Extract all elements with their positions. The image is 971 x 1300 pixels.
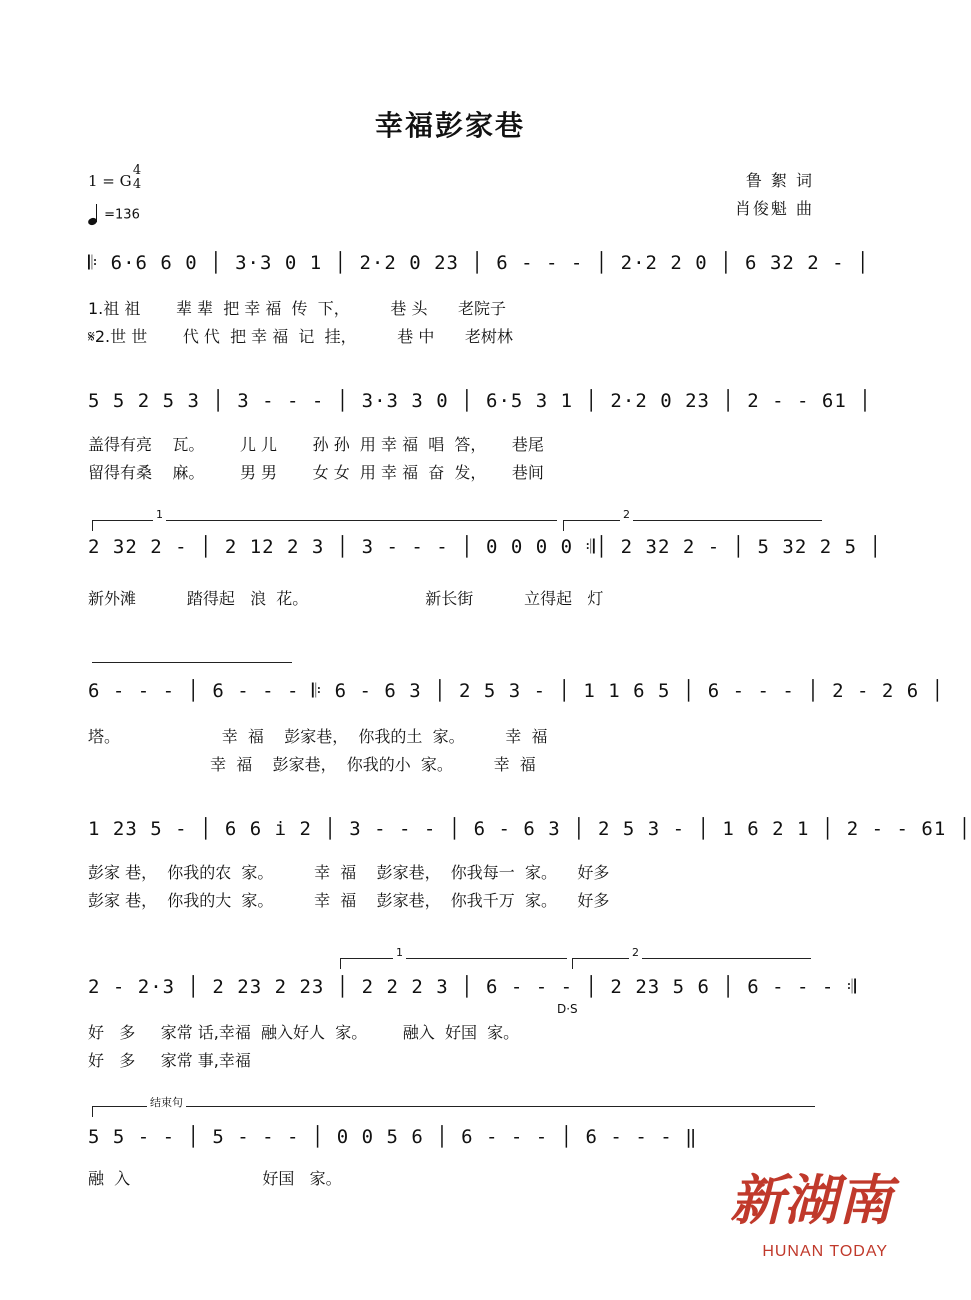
lyric-verse-2: 幸 福 彭家巷， 你我的小 家。 幸 福 — [88, 755, 536, 774]
composer-credit: 肖俊魁 曲 — [734, 199, 814, 218]
notation-line: 5 5 - - │ 5 - - - │ 0 0 5 6 │ 6 - - - │ 6 - - - ‖ — [88, 1126, 698, 1148]
notation-line: 5 5 2 5 3 │ 3 - - - │ 3·3 3 0 │ 6·5 3 1 │ 2·2 0 23 │ 2 - - 61 │ — [88, 390, 872, 412]
song-title: 幸福彭家巷 — [374, 109, 525, 142]
time-sig-top: 4 — [132, 163, 142, 178]
volta-2-label: 2 — [620, 508, 633, 521]
lyric-verse-1: 新外滩 踏得起 浪 花。 新长街 立得起 灯 — [88, 589, 604, 608]
logo-wordmark: 新湖南 — [730, 1168, 892, 1232]
lyric-verse-1: 融 入 好国 家。 — [88, 1169, 342, 1188]
quarter-note-icon — [88, 205, 100, 225]
notation-line: 6 - - - │ 6 - - - 𝄆 6 - 6 3 │ 2 5 3 - │ 1 1 6 5 │ 6 - - - │ 2 - 2 6 │ — [88, 680, 945, 702]
notation-line: 2 - 2·3 │ 2 23 2 23 │ 2 2 2 3 │ 6 - - - │ 2 23 5 6 │ 6 - - - 𝄇 — [88, 976, 858, 998]
notation-line: 𝄆 6·6 6 0 │ 3·3 0 1 │ 2·2 0 23 │ 6 - - - │ 2·2 2 0 │ 6 32 2 - │ — [88, 252, 870, 274]
hunan-today-logo — [730, 1157, 892, 1237]
second-ending-bracket — [563, 508, 822, 531]
lyricist-credit: 鲁 絮 词 — [745, 171, 814, 190]
lyric-verse-2: 彭家 巷， 你我的大 家。 幸 福 彭家巷， 你我千万 家。 好多 — [88, 891, 610, 910]
tempo-marking — [88, 205, 140, 225]
logo-subtitle: HUNAN TODAY — [762, 1243, 888, 1260]
key-signature: 1 = G — [88, 172, 132, 190]
lyric-verse-1: 盖得有亮 瓦。 儿 儿 孙 孙 用 幸 福 唱 答， 巷尾 — [88, 435, 544, 454]
second-ending-bracket — [572, 946, 811, 969]
time-signature — [130, 164, 144, 192]
lyric-verse-2: 好 多 家常 事,幸福 — [88, 1051, 251, 1070]
first-ending-bracket — [340, 946, 567, 969]
lyric-verse-1: 彭家 巷， 你我的农 家。 幸 福 彭家巷， 你我每一 家。 好多 — [88, 863, 610, 882]
lyric-verse-1: 好 多 家常 话,幸福 融入好人 家。 融入 好国 家。 — [88, 1023, 520, 1042]
lyric-verse-2: 留得有桑 麻。 男 男 女 女 用 幸 福 奋 发， 巷间 — [88, 463, 544, 482]
notation-line: 2 32 2 - │ 2 12 2 3 │ 3 - - - │ 0 0 0 0 𝄇│ 2 32 2 - │ 5 32 2 5 │ — [88, 536, 882, 558]
ending-label: 结束句 — [147, 1094, 186, 1110]
volta-1-label: 1 — [393, 946, 406, 959]
time-sig-bottom: 4 — [132, 177, 142, 192]
notation-line: 1 23 5 - │ 6 6 i 2 │ 3 - - - │ 6 - 6 3 │ 2 5 3 - │ 1 6 2 1 │ 2 - - 61 │ — [88, 818, 971, 840]
volta-1-label: 1 — [153, 508, 166, 521]
tempo-value: =136 — [104, 207, 140, 223]
volta-2-label: 2 — [629, 946, 642, 959]
tie-bracket — [92, 662, 292, 673]
coda-bracket — [92, 1096, 815, 1117]
lyric-verse-1: 1.祖 祖 辈 辈 把 幸 福 传 下， 巷 头 老院子 — [88, 299, 507, 318]
first-ending-bracket — [92, 508, 557, 531]
lyric-verse-2: 𝄋2.世 世 代 代 把 幸 福 记 挂， 巷 中 老树林 — [88, 327, 513, 346]
dal-segno-mark: D·S — [557, 1002, 578, 1016]
lyric-verse-1: 塔。 幸 福 彭家巷， 你我的土 家。 幸 福 — [88, 727, 548, 746]
